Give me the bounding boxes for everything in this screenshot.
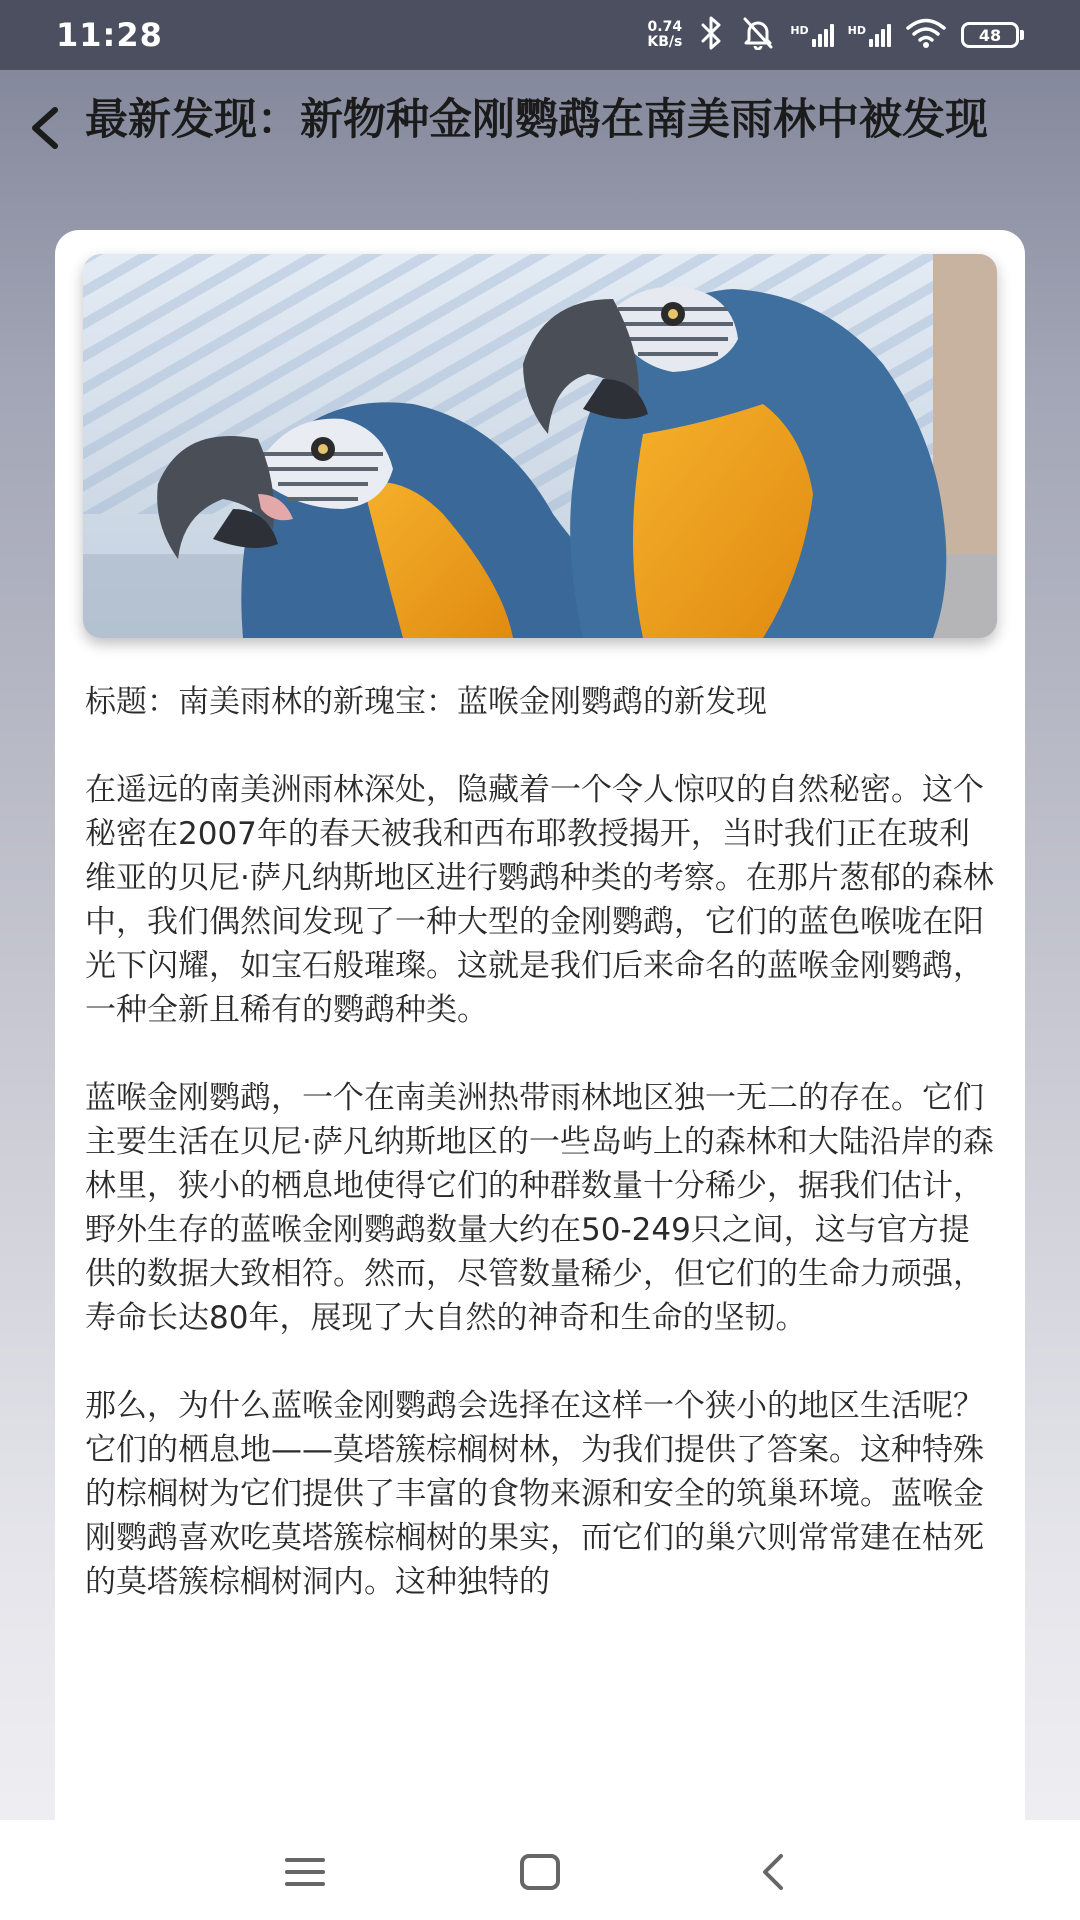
article-paragraph: 那么，为什么蓝喉金刚鹦鹉会选择在这样一个狭小的地区生活呢？它们的栖息地——莫塔簇棕榈树林，为我们提供了答案。这种特殊的棕榈树为它们提供了丰富的食物来源和安全的筑巢环境。蓝喉金刚鹦鹉喜欢吃莫塔簇棕榈树的果实，而它们的巢穴则常常建在枯死的莫塔簇棕榈树洞内。这种独特的 [85,1388,984,1600]
net-speed-value: 0.74 [647,19,683,35]
article-headline: 标题：南美雨林的新瑰宝：蓝喉金刚鹦鹉的新发现 [85,684,767,720]
alarm-off-icon [740,16,776,54]
home-button[interactable] [510,1842,570,1902]
battery-level: 48 [961,22,1019,48]
header [0,70,1080,230]
signal-icon [790,24,833,47]
battery-icon [961,22,1024,48]
back-button[interactable] [20,98,68,158]
article-paragraph: 在遥远的南美洲雨林深处，隐藏着一个令人惊叹的自然秘密。这个秘密在2007年的春天被我和西布耶教授揭开，当时我们正在玻利维亚的贝尼·萨凡纳斯地区进行鹦鹉种类的考察。在那片葱郁的森林中，我们偶然间发现了一种大型的金刚鹦鹉，它们的蓝色喉咙在阳光下闪耀，如宝石般璀璨。这就是我们后来命名的蓝喉金刚鹦鹉，一种全新且稀有的鹦鹉种类。 [85,772,994,1028]
status-time: 11:28 [56,16,163,54]
back-icon [757,1852,787,1892]
navigation-bar [0,1820,1080,1920]
signal-hd-label: HD [847,23,866,37]
signal-icon [848,24,891,47]
home-icon [518,1852,562,1892]
article-body [85,680,1000,1648]
nav-back-button[interactable] [742,1842,802,1902]
bluetooth-icon [696,16,726,54]
chevron-left-icon [27,105,61,151]
status-icons [647,16,1024,54]
wifi-icon [905,17,947,53]
article-image [83,254,997,638]
status-bar [0,0,1080,70]
net-speed-unit: KB/s [647,34,683,50]
page-title: 最新发现：新物种金刚鹦鹉在南美雨林中被发现 [85,95,988,145]
menu-button[interactable] [275,1842,335,1902]
menu-icon [283,1854,327,1890]
article-card [55,230,1025,1820]
net-speed [647,20,682,50]
article-paragraph: 蓝喉金刚鹦鹉，一个在南美洲热带雨林地区独一无二的存在。它们主要生活在贝尼·萨凡纳斯地区的一些岛屿上的森林和大陆沿岸的森林里，狭小的栖息地使得它们的种群数量十分稀少，据我们估计，野外生存的蓝喉金刚鹦鹉数量大约在50-249只之间，这与官方提供的数据大致相符。然而，尽管数量稀少，但它们的生命力顽强，寿命长达80年，展现了大自然的神奇和生命的坚韧。 [85,1080,994,1336]
signal-hd-label: HD [790,23,809,37]
